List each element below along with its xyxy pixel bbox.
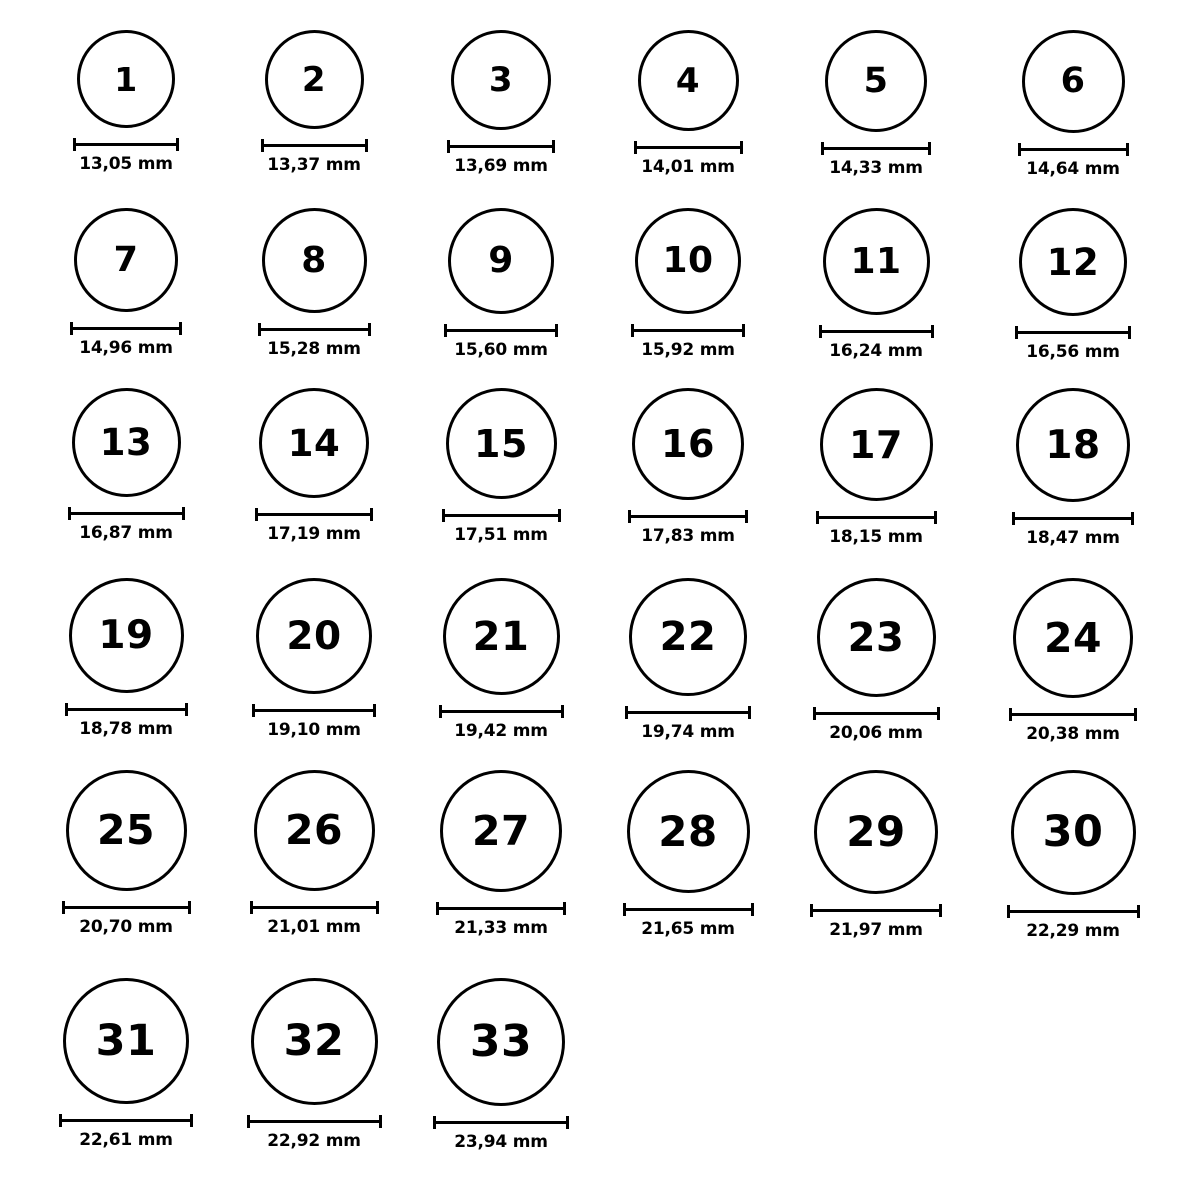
measure-cap-left xyxy=(1018,143,1021,156)
ring-size-number: 30 xyxy=(1042,807,1104,857)
measure-cap-right xyxy=(558,509,561,522)
ring-circle xyxy=(448,208,554,314)
measure-line xyxy=(623,908,754,911)
ring-circle xyxy=(66,770,187,891)
ring-size-cell xyxy=(801,388,951,547)
ring-circle xyxy=(254,770,375,891)
measure-cap-left xyxy=(1009,708,1012,721)
measure-cap-right xyxy=(370,508,373,521)
ring-circle xyxy=(451,30,551,130)
ring-size-cell xyxy=(239,388,389,544)
diameter-label: 19,10 mm xyxy=(267,720,361,740)
measure-line xyxy=(70,327,182,330)
measure-cap-right xyxy=(751,903,754,916)
ring-size-number: 14 xyxy=(287,421,341,465)
measure-line xyxy=(1009,713,1137,716)
diameter-label: 18,15 mm xyxy=(829,527,923,547)
diameter-measure-bar xyxy=(252,704,376,716)
diameter-label: 17,83 mm xyxy=(641,526,735,546)
ring-circle xyxy=(1013,578,1133,698)
diameter-measure-bar xyxy=(62,901,191,913)
measure-line xyxy=(68,512,185,515)
diameter-label: 14,64 mm xyxy=(1026,159,1120,179)
ring-size-cell xyxy=(426,578,576,741)
ring-size-number: 9 xyxy=(488,240,514,281)
ring-circle xyxy=(72,388,181,497)
ring-size-cell xyxy=(239,208,389,359)
ring-circle xyxy=(638,30,739,131)
ring-size-cell xyxy=(51,388,201,543)
diameter-label: 21,97 mm xyxy=(829,920,923,940)
measure-cap-left xyxy=(813,707,816,720)
diameter-label: 14,01 mm xyxy=(641,157,735,177)
measure-cap-right xyxy=(745,510,748,523)
measure-cap-left xyxy=(634,141,637,154)
measure-cap-right xyxy=(1126,143,1129,156)
measure-cap-right xyxy=(552,140,555,153)
diameter-measure-bar xyxy=(73,138,179,150)
ring-circle xyxy=(629,578,747,696)
measure-cap-right xyxy=(185,703,188,716)
diameter-label: 21,33 mm xyxy=(454,918,548,938)
measure-cap-left xyxy=(1015,326,1018,339)
measure-cap-left xyxy=(261,139,264,152)
diameter-measure-bar xyxy=(447,140,555,152)
measure-line xyxy=(444,329,558,332)
diameter-label: 21,65 mm xyxy=(641,919,735,939)
diameter-measure-bar xyxy=(1015,326,1131,338)
diameter-label: 13,69 mm xyxy=(454,156,548,176)
ring-size-cell xyxy=(51,208,201,358)
measure-cap-left xyxy=(68,507,71,520)
measure-cap-right xyxy=(555,324,558,337)
diameter-measure-bar xyxy=(813,707,940,719)
diameter-measure-bar xyxy=(634,141,743,153)
measure-line xyxy=(1012,517,1134,520)
ring-size-cell xyxy=(239,30,389,175)
diameter-measure-bar xyxy=(625,706,751,718)
measure-cap-left xyxy=(1012,512,1015,525)
diameter-measure-bar xyxy=(1007,905,1140,917)
measure-cap-right xyxy=(1128,326,1131,339)
ring-circle xyxy=(817,578,936,697)
ring-size-cell xyxy=(239,578,389,740)
ring-circle xyxy=(1016,388,1130,502)
measure-cap-right xyxy=(934,511,937,524)
diameter-label: 18,47 mm xyxy=(1026,528,1120,548)
diameter-label: 20,06 mm xyxy=(829,723,923,743)
ring-circle xyxy=(1011,770,1136,895)
measure-cap-right xyxy=(561,705,564,718)
ring-size-cell xyxy=(239,978,389,1151)
measure-cap-left xyxy=(444,324,447,337)
ring-circle xyxy=(265,30,364,129)
ring-circle xyxy=(440,770,562,892)
ring-size-number: 28 xyxy=(658,806,718,856)
ring-size-number: 15 xyxy=(474,421,528,466)
diameter-label: 22,61 mm xyxy=(79,1130,173,1150)
ring-size-cell xyxy=(998,578,1148,744)
measure-cap-left xyxy=(821,142,824,155)
measure-line xyxy=(819,330,934,333)
ring-size-number: 5 xyxy=(863,60,889,101)
measure-line xyxy=(439,710,564,713)
ring-circle xyxy=(1019,208,1127,316)
measure-cap-left xyxy=(70,322,73,335)
measure-line xyxy=(252,709,376,712)
measure-cap-left xyxy=(439,705,442,718)
measure-cap-right xyxy=(176,138,179,151)
ring-size-number: 1 xyxy=(114,59,138,99)
diameter-measure-bar xyxy=(261,139,368,151)
ring-size-cell xyxy=(801,578,951,743)
ring-size-number: 2 xyxy=(301,59,327,100)
diameter-label: 15,28 mm xyxy=(267,339,361,359)
ring-size-number: 3 xyxy=(488,60,514,100)
diameter-measure-bar xyxy=(442,509,561,521)
diameter-label: 16,87 mm xyxy=(79,523,173,543)
ring-size-number: 4 xyxy=(675,60,701,101)
ring-size-cell xyxy=(801,208,951,361)
ring-size-cell xyxy=(613,388,763,546)
measure-line xyxy=(810,909,942,912)
ring-size-number: 6 xyxy=(1060,61,1086,101)
ring-size-number: 32 xyxy=(283,1016,345,1066)
diameter-label: 20,70 mm xyxy=(79,917,173,937)
diameter-label: 16,24 mm xyxy=(829,341,923,361)
ring-size-cell xyxy=(998,388,1148,548)
measure-line xyxy=(258,328,371,331)
ring-size-number: 33 xyxy=(469,1016,533,1067)
measure-cap-left xyxy=(250,901,253,914)
diameter-measure-bar xyxy=(819,325,934,337)
measure-line xyxy=(261,144,368,147)
ring-size-number: 19 xyxy=(98,613,154,658)
measure-cap-left xyxy=(65,703,68,716)
diameter-measure-bar xyxy=(821,142,931,154)
measure-cap-right xyxy=(1137,905,1140,918)
measure-line xyxy=(634,146,743,149)
ring-circle xyxy=(251,978,378,1105)
measure-cap-right xyxy=(937,707,940,720)
diameter-label: 13,37 mm xyxy=(267,155,361,175)
ring-size-number: 26 xyxy=(284,806,344,854)
ring-circle xyxy=(446,388,557,499)
measure-line xyxy=(1007,910,1140,913)
measure-cap-right xyxy=(182,507,185,520)
measure-cap-left xyxy=(252,704,255,717)
ring-circle xyxy=(69,578,184,693)
measure-line xyxy=(247,1120,382,1123)
measure-line xyxy=(821,147,931,150)
diameter-label: 18,78 mm xyxy=(79,719,173,739)
measure-line xyxy=(447,145,555,148)
diameter-measure-bar xyxy=(816,511,937,523)
measure-cap-left xyxy=(442,509,445,522)
measure-cap-left xyxy=(631,324,634,337)
ring-size-number: 29 xyxy=(846,807,906,856)
measure-cap-left xyxy=(447,140,450,153)
ring-size-cell xyxy=(426,770,576,938)
measure-cap-left xyxy=(625,706,628,719)
ring-circle xyxy=(256,578,372,694)
measure-line xyxy=(433,1121,569,1124)
diameter-label: 19,42 mm xyxy=(454,721,548,741)
measure-cap-left xyxy=(436,902,439,915)
measure-cap-right xyxy=(379,1115,382,1128)
diameter-measure-bar xyxy=(1018,143,1129,155)
measure-cap-right xyxy=(365,139,368,152)
ring-circle xyxy=(823,208,930,315)
ring-size-cell xyxy=(51,770,201,937)
ring-size-cell xyxy=(801,770,951,940)
diameter-label: 23,94 mm xyxy=(454,1132,548,1152)
ring-circle xyxy=(1022,30,1125,133)
ring-size-number: 12 xyxy=(1046,240,1100,284)
diameter-label: 21,01 mm xyxy=(267,917,361,937)
ring-size-cell xyxy=(239,770,389,937)
ring-size-cell xyxy=(426,388,576,545)
diameter-label: 14,33 mm xyxy=(829,158,923,178)
diameter-label: 22,29 mm xyxy=(1026,921,1120,941)
ring-size-cell xyxy=(801,30,951,178)
diameter-label: 20,38 mm xyxy=(1026,724,1120,744)
measure-cap-left xyxy=(255,508,258,521)
measure-line xyxy=(628,515,748,518)
ring-size-number: 20 xyxy=(286,613,342,659)
measure-cap-left xyxy=(819,325,822,338)
measure-cap-left xyxy=(59,1114,62,1127)
diameter-measure-bar xyxy=(444,324,558,336)
measure-cap-right xyxy=(190,1114,193,1127)
diameter-measure-bar xyxy=(439,705,564,717)
diameter-label: 15,92 mm xyxy=(641,340,735,360)
diameter-label: 13,05 mm xyxy=(79,154,173,174)
diameter-label: 19,74 mm xyxy=(641,722,735,742)
diameter-label: 16,56 mm xyxy=(1026,342,1120,362)
measure-cap-right xyxy=(188,901,191,914)
diameter-measure-bar xyxy=(628,510,748,522)
measure-cap-left xyxy=(247,1115,250,1128)
ring-size-number: 18 xyxy=(1045,422,1101,468)
ring-size-number: 31 xyxy=(95,1015,157,1066)
ring-circle xyxy=(262,208,367,313)
ring-circle xyxy=(63,978,189,1104)
measure-line xyxy=(65,708,188,711)
diameter-measure-bar xyxy=(810,904,942,916)
measure-cap-right xyxy=(566,1116,569,1129)
measure-line xyxy=(436,907,566,910)
ring-size-number: 7 xyxy=(113,239,139,280)
ring-size-cell xyxy=(998,770,1148,941)
measure-cap-right xyxy=(373,704,376,717)
measure-line xyxy=(62,906,191,909)
measure-line xyxy=(813,712,940,715)
diameter-measure-bar xyxy=(250,901,379,913)
ring-size-number: 22 xyxy=(659,614,717,660)
measure-line xyxy=(816,516,937,519)
measure-cap-right xyxy=(740,141,743,154)
ring-size-number: 23 xyxy=(847,614,905,661)
ring-circle xyxy=(259,388,369,498)
ring-size-number: 17 xyxy=(849,422,903,467)
ring-size-cell xyxy=(426,30,576,176)
measure-cap-left xyxy=(1007,905,1010,918)
diameter-measure-bar xyxy=(247,1115,382,1127)
ring-size-cell xyxy=(613,30,763,177)
measure-cap-right xyxy=(742,324,745,337)
ring-circle xyxy=(635,208,741,314)
ring-circle xyxy=(820,388,933,501)
measure-line xyxy=(1015,331,1131,334)
measure-cap-right xyxy=(179,322,182,335)
ring-size-cell xyxy=(426,978,576,1152)
ring-size-cell xyxy=(51,578,201,739)
measure-cap-right xyxy=(563,902,566,915)
measure-cap-left xyxy=(258,323,261,336)
ring-circle xyxy=(814,770,938,894)
ring-size-number: 27 xyxy=(471,806,531,855)
measure-line xyxy=(442,514,561,517)
measure-cap-left xyxy=(628,510,631,523)
diameter-label: 22,92 mm xyxy=(267,1131,361,1151)
measure-line xyxy=(250,906,379,909)
ring-size-cell xyxy=(51,978,201,1150)
diameter-measure-bar xyxy=(68,507,185,519)
diameter-measure-bar xyxy=(436,902,566,914)
diameter-measure-bar xyxy=(631,324,745,336)
measure-cap-right xyxy=(748,706,751,719)
ring-size-cell xyxy=(998,208,1148,362)
diameter-measure-bar xyxy=(65,703,188,715)
diameter-label: 15,60 mm xyxy=(454,340,548,360)
ring-size-number: 21 xyxy=(472,613,530,660)
measure-cap-left xyxy=(623,903,626,916)
diameter-label: 17,19 mm xyxy=(267,524,361,544)
diameter-measure-bar xyxy=(1012,512,1134,524)
measure-cap-left xyxy=(433,1116,436,1129)
ring-circle xyxy=(443,578,560,695)
diameter-measure-bar xyxy=(70,322,182,334)
measure-cap-right xyxy=(1134,708,1137,721)
diameter-label: 14,96 mm xyxy=(79,338,173,358)
measure-cap-right xyxy=(368,323,371,336)
measure-cap-left xyxy=(73,138,76,151)
diameter-measure-bar xyxy=(255,508,373,520)
ring-size-number: 24 xyxy=(1043,613,1103,662)
ring-size-cell xyxy=(426,208,576,360)
ring-size-number: 25 xyxy=(96,806,156,854)
ring-size-cell xyxy=(613,208,763,360)
diameter-measure-bar xyxy=(433,1116,569,1128)
ring-size-number: 11 xyxy=(850,240,902,282)
ring-size-number: 13 xyxy=(99,421,153,464)
diameter-measure-bar xyxy=(1009,708,1137,720)
ring-circle xyxy=(825,30,927,132)
ring-circle xyxy=(632,388,744,500)
measure-line xyxy=(625,711,751,714)
ring-size-number: 16 xyxy=(661,422,715,466)
measure-line xyxy=(1018,148,1129,151)
measure-cap-right xyxy=(928,142,931,155)
measure-cap-left xyxy=(810,904,813,917)
ring-size-cell xyxy=(613,578,763,742)
measure-cap-left xyxy=(816,511,819,524)
measure-cap-right xyxy=(1131,512,1134,525)
ring-circle xyxy=(74,208,178,312)
diameter-label: 17,51 mm xyxy=(454,525,548,545)
ring-size-cell xyxy=(51,30,201,174)
measure-line xyxy=(59,1119,193,1122)
measure-line xyxy=(631,329,745,332)
ring-size-cell xyxy=(998,30,1148,179)
ring-size-number: 8 xyxy=(301,239,327,281)
ring-size-number: 10 xyxy=(662,240,714,281)
ring-circle xyxy=(77,30,175,128)
diameter-measure-bar xyxy=(623,903,754,915)
ring-circle xyxy=(627,770,750,893)
ring-circle xyxy=(437,978,565,1106)
diameter-measure-bar xyxy=(258,323,371,335)
measure-line xyxy=(73,143,179,146)
measure-cap-left xyxy=(62,901,65,914)
measure-cap-right xyxy=(376,901,379,914)
diameter-measure-bar xyxy=(59,1114,193,1126)
measure-cap-right xyxy=(939,904,942,917)
measure-line xyxy=(255,513,373,516)
measure-cap-right xyxy=(931,325,934,338)
ring-size-cell xyxy=(613,770,763,939)
